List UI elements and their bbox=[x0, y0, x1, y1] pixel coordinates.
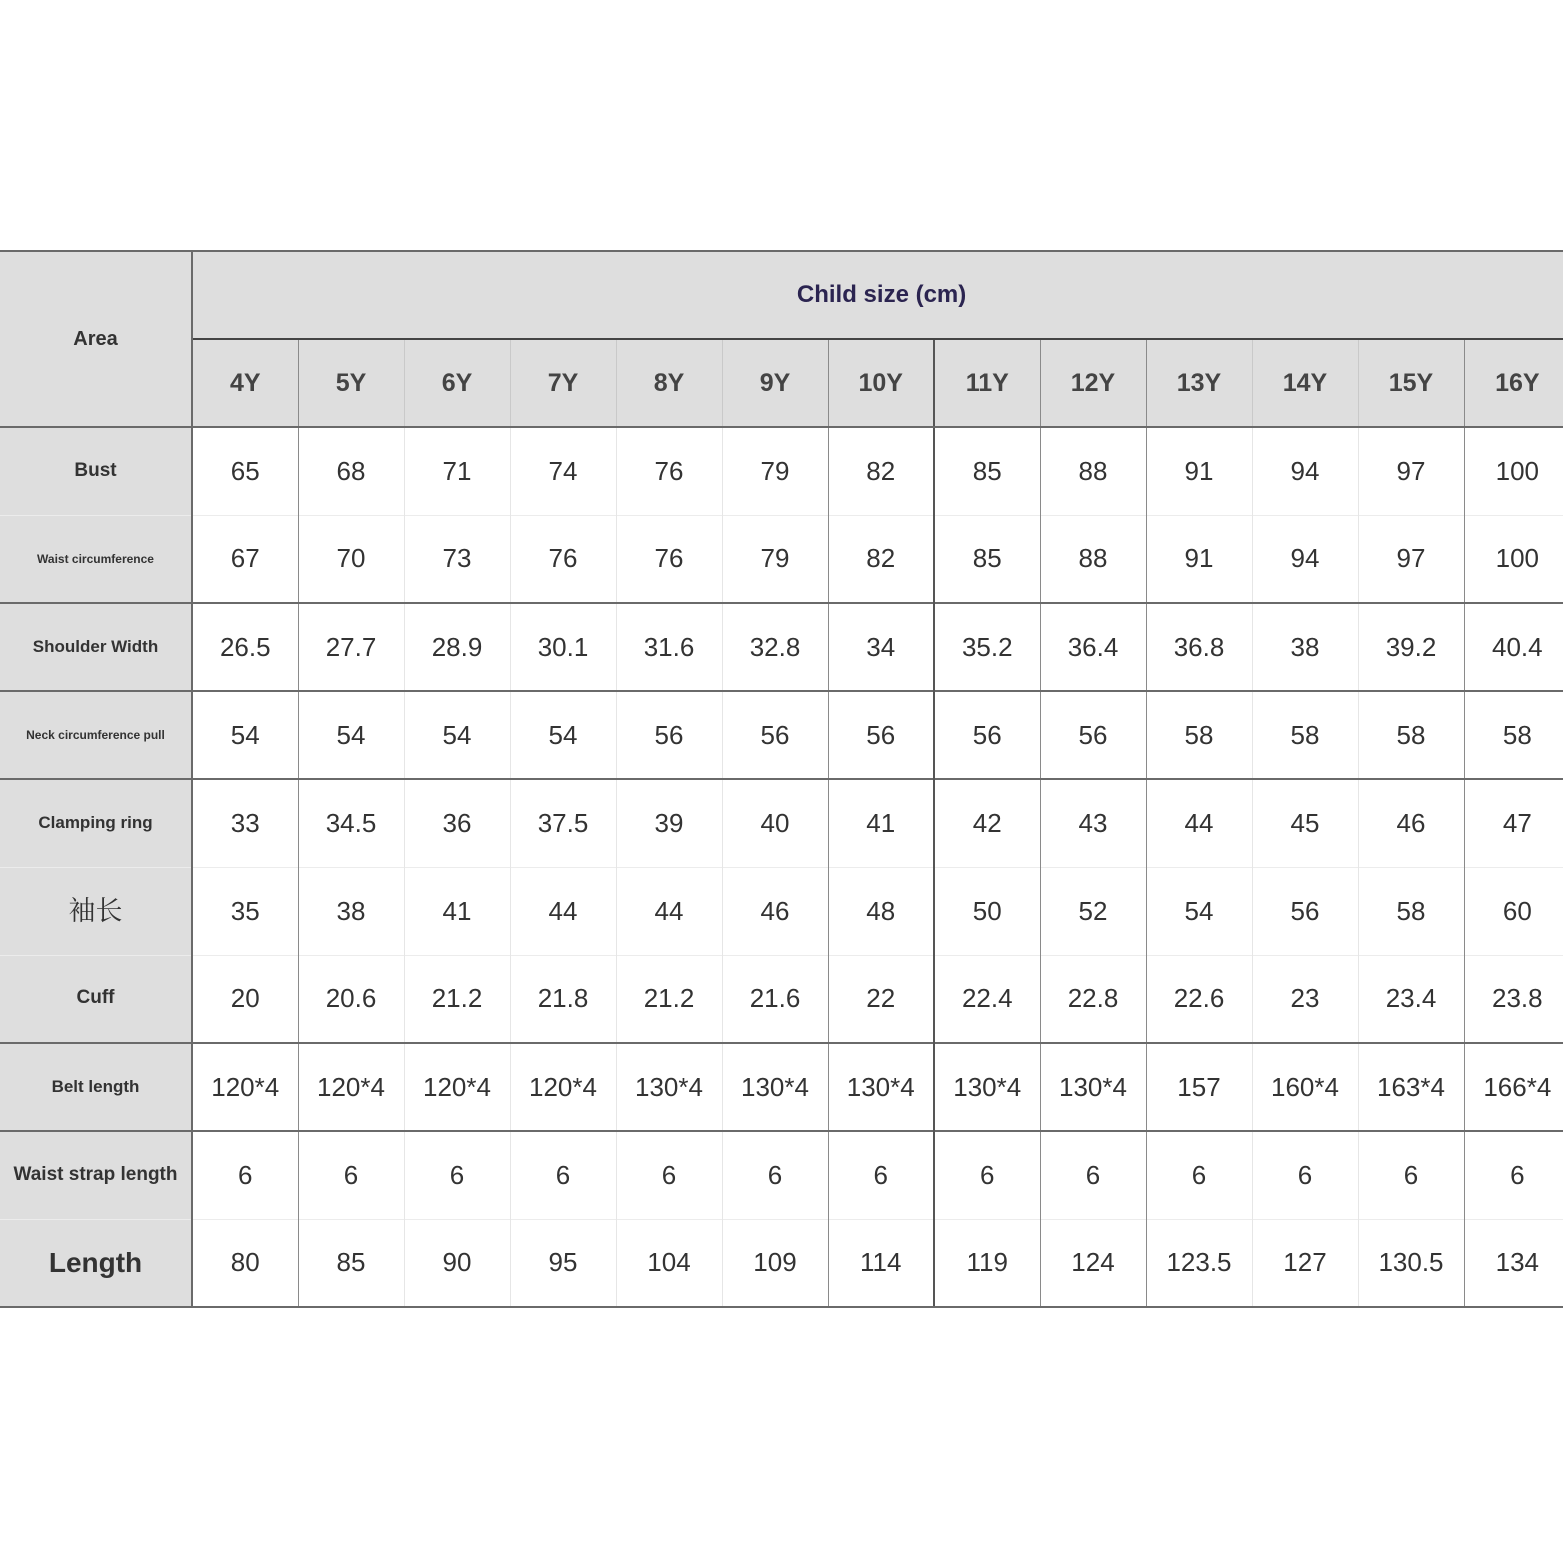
value-cell: 130.5 bbox=[1358, 1219, 1464, 1307]
value-cell: 20 bbox=[192, 955, 298, 1043]
value-cell: 91 bbox=[1146, 515, 1252, 603]
value-cell: 39 bbox=[616, 779, 722, 867]
value-cell: 120*4 bbox=[298, 1043, 404, 1131]
value-cell: 100 bbox=[1464, 427, 1563, 515]
value-cell: 35 bbox=[192, 867, 298, 955]
value-cell: 22 bbox=[828, 955, 934, 1043]
row-label: Bust bbox=[0, 427, 192, 515]
value-cell: 95 bbox=[510, 1219, 616, 1307]
size-header-cell: 11Y bbox=[934, 339, 1040, 427]
child-size-header: Child size (cm) bbox=[192, 251, 1563, 339]
value-cell: 44 bbox=[616, 867, 722, 955]
value-cell: 127 bbox=[1252, 1219, 1358, 1307]
value-cell: 34 bbox=[828, 603, 934, 691]
value-cell: 36 bbox=[404, 779, 510, 867]
value-cell: 42 bbox=[934, 779, 1040, 867]
size-header-cell: 14Y bbox=[1252, 339, 1358, 427]
table-row bbox=[0, 515, 1563, 603]
value-cell: 130*4 bbox=[616, 1043, 722, 1131]
size-header-cell: 12Y bbox=[1040, 339, 1146, 427]
value-cell: 73 bbox=[404, 515, 510, 603]
value-cell: 56 bbox=[934, 691, 1040, 779]
value-cell: 6 bbox=[1464, 1131, 1563, 1219]
value-cell: 30.1 bbox=[510, 603, 616, 691]
value-cell: 6 bbox=[404, 1131, 510, 1219]
value-cell: 26.5 bbox=[192, 603, 298, 691]
value-cell: 124 bbox=[1040, 1219, 1146, 1307]
value-cell: 56 bbox=[722, 691, 828, 779]
size-header-row bbox=[0, 339, 1563, 427]
value-cell: 28.9 bbox=[404, 603, 510, 691]
value-cell: 37.5 bbox=[510, 779, 616, 867]
value-cell: 123.5 bbox=[1146, 1219, 1252, 1307]
value-cell: 46 bbox=[722, 867, 828, 955]
value-cell: 6 bbox=[616, 1131, 722, 1219]
table-row bbox=[0, 1043, 1563, 1131]
value-cell: 104 bbox=[616, 1219, 722, 1307]
size-header-cell: 7Y bbox=[510, 339, 616, 427]
value-cell: 56 bbox=[1252, 867, 1358, 955]
value-cell: 6 bbox=[934, 1131, 1040, 1219]
table-row bbox=[0, 427, 1563, 515]
value-cell: 79 bbox=[722, 427, 828, 515]
value-cell: 33 bbox=[192, 779, 298, 867]
table-row bbox=[0, 1131, 1563, 1219]
table-row bbox=[0, 691, 1563, 779]
value-cell: 97 bbox=[1358, 427, 1464, 515]
value-cell: 6 bbox=[1358, 1131, 1464, 1219]
table-row bbox=[0, 867, 1563, 955]
value-cell: 22.8 bbox=[1040, 955, 1146, 1043]
value-cell: 71 bbox=[404, 427, 510, 515]
value-cell: 65 bbox=[192, 427, 298, 515]
value-cell: 88 bbox=[1040, 515, 1146, 603]
size-header-cell: 13Y bbox=[1146, 339, 1252, 427]
value-cell: 70 bbox=[298, 515, 404, 603]
value-cell: 44 bbox=[510, 867, 616, 955]
row-label: Waist strap length bbox=[0, 1131, 192, 1219]
value-cell: 94 bbox=[1252, 427, 1358, 515]
table-row bbox=[0, 1219, 1563, 1307]
value-cell: 47 bbox=[1464, 779, 1563, 867]
value-cell: 43 bbox=[1040, 779, 1146, 867]
row-label: Shoulder Width bbox=[0, 603, 192, 691]
value-cell: 20.6 bbox=[298, 955, 404, 1043]
value-cell: 6 bbox=[828, 1131, 934, 1219]
value-cell: 88 bbox=[1040, 427, 1146, 515]
value-cell: 130*4 bbox=[1040, 1043, 1146, 1131]
value-cell: 54 bbox=[192, 691, 298, 779]
value-cell: 38 bbox=[298, 867, 404, 955]
value-cell: 58 bbox=[1146, 691, 1252, 779]
value-cell: 54 bbox=[510, 691, 616, 779]
value-cell: 82 bbox=[828, 515, 934, 603]
value-cell: 6 bbox=[298, 1131, 404, 1219]
size-header-cell: 8Y bbox=[616, 339, 722, 427]
value-cell: 85 bbox=[934, 515, 1040, 603]
table-row bbox=[0, 603, 1563, 691]
size-chart-table bbox=[0, 250, 1563, 1308]
value-cell: 34.5 bbox=[298, 779, 404, 867]
row-label: 袖长 bbox=[0, 867, 192, 955]
value-cell: 21.2 bbox=[404, 955, 510, 1043]
value-cell: 52 bbox=[1040, 867, 1146, 955]
value-cell: 79 bbox=[722, 515, 828, 603]
size-header-cell: 15Y bbox=[1358, 339, 1464, 427]
value-cell: 41 bbox=[404, 867, 510, 955]
value-cell: 82 bbox=[828, 427, 934, 515]
value-cell: 39.2 bbox=[1358, 603, 1464, 691]
value-cell: 22.4 bbox=[934, 955, 1040, 1043]
value-cell: 46 bbox=[1358, 779, 1464, 867]
value-cell: 58 bbox=[1358, 867, 1464, 955]
value-cell: 80 bbox=[192, 1219, 298, 1307]
size-header-cell: 9Y bbox=[722, 339, 828, 427]
value-cell: 6 bbox=[1252, 1131, 1358, 1219]
value-cell: 23.4 bbox=[1358, 955, 1464, 1043]
value-cell: 91 bbox=[1146, 427, 1252, 515]
area-header: Area bbox=[0, 251, 192, 427]
row-label: Neck circumference pull bbox=[0, 691, 192, 779]
value-cell: 85 bbox=[934, 427, 1040, 515]
value-cell: 44 bbox=[1146, 779, 1252, 867]
value-cell: 58 bbox=[1464, 691, 1563, 779]
value-cell: 21.8 bbox=[510, 955, 616, 1043]
value-cell: 120*4 bbox=[404, 1043, 510, 1131]
value-cell: 120*4 bbox=[510, 1043, 616, 1131]
value-cell: 76 bbox=[616, 515, 722, 603]
value-cell: 94 bbox=[1252, 515, 1358, 603]
row-label: Cuff bbox=[0, 955, 192, 1043]
value-cell: 166*4 bbox=[1464, 1043, 1563, 1131]
table-row bbox=[0, 779, 1563, 867]
value-cell: 74 bbox=[510, 427, 616, 515]
value-cell: 21.2 bbox=[616, 955, 722, 1043]
table-row bbox=[0, 955, 1563, 1043]
size-header-cell: 5Y bbox=[298, 339, 404, 427]
value-cell: 56 bbox=[616, 691, 722, 779]
value-cell: 36.4 bbox=[1040, 603, 1146, 691]
table-body bbox=[0, 427, 1563, 1307]
value-cell: 114 bbox=[828, 1219, 934, 1307]
value-cell: 76 bbox=[616, 427, 722, 515]
value-cell: 54 bbox=[404, 691, 510, 779]
value-cell: 50 bbox=[934, 867, 1040, 955]
value-cell: 36.8 bbox=[1146, 603, 1252, 691]
value-cell: 60 bbox=[1464, 867, 1563, 955]
row-label: Length bbox=[0, 1219, 192, 1307]
value-cell: 31.6 bbox=[616, 603, 722, 691]
value-cell: 45 bbox=[1252, 779, 1358, 867]
value-cell: 54 bbox=[1146, 867, 1252, 955]
value-cell: 23.8 bbox=[1464, 955, 1563, 1043]
value-cell: 85 bbox=[298, 1219, 404, 1307]
value-cell: 130*4 bbox=[934, 1043, 1040, 1131]
row-label: Waist circumference bbox=[0, 515, 192, 603]
size-header-cell: 4Y bbox=[192, 339, 298, 427]
value-cell: 58 bbox=[1252, 691, 1358, 779]
value-cell: 76 bbox=[510, 515, 616, 603]
value-cell: 40 bbox=[722, 779, 828, 867]
value-cell: 130*4 bbox=[722, 1043, 828, 1131]
value-cell: 109 bbox=[722, 1219, 828, 1307]
value-cell: 56 bbox=[1040, 691, 1146, 779]
value-cell: 160*4 bbox=[1252, 1043, 1358, 1131]
value-cell: 100 bbox=[1464, 515, 1563, 603]
value-cell: 54 bbox=[298, 691, 404, 779]
value-cell: 119 bbox=[934, 1219, 1040, 1307]
value-cell: 41 bbox=[828, 779, 934, 867]
value-cell: 40.4 bbox=[1464, 603, 1563, 691]
value-cell: 6 bbox=[722, 1131, 828, 1219]
value-cell: 35.2 bbox=[934, 603, 1040, 691]
value-cell: 67 bbox=[192, 515, 298, 603]
value-cell: 32.8 bbox=[722, 603, 828, 691]
value-cell: 97 bbox=[1358, 515, 1464, 603]
value-cell: 90 bbox=[404, 1219, 510, 1307]
size-header-cell: 16Y bbox=[1464, 339, 1563, 427]
value-cell: 6 bbox=[1040, 1131, 1146, 1219]
value-cell: 134 bbox=[1464, 1219, 1563, 1307]
value-cell: 23 bbox=[1252, 955, 1358, 1043]
value-cell: 58 bbox=[1358, 691, 1464, 779]
value-cell: 6 bbox=[1146, 1131, 1252, 1219]
size-header-cell: 6Y bbox=[404, 339, 510, 427]
value-cell: 22.6 bbox=[1146, 955, 1252, 1043]
value-cell: 6 bbox=[192, 1131, 298, 1219]
size-header-cell: 10Y bbox=[828, 339, 934, 427]
value-cell: 38 bbox=[1252, 603, 1358, 691]
value-cell: 6 bbox=[510, 1131, 616, 1219]
value-cell: 120*4 bbox=[192, 1043, 298, 1131]
value-cell: 48 bbox=[828, 867, 934, 955]
value-cell: 68 bbox=[298, 427, 404, 515]
value-cell: 56 bbox=[828, 691, 934, 779]
row-label: Clamping ring bbox=[0, 779, 192, 867]
row-label: Belt length bbox=[0, 1043, 192, 1131]
value-cell: 27.7 bbox=[298, 603, 404, 691]
value-cell: 157 bbox=[1146, 1043, 1252, 1131]
value-cell: 163*4 bbox=[1358, 1043, 1464, 1131]
value-cell: 130*4 bbox=[828, 1043, 934, 1131]
value-cell: 21.6 bbox=[722, 955, 828, 1043]
